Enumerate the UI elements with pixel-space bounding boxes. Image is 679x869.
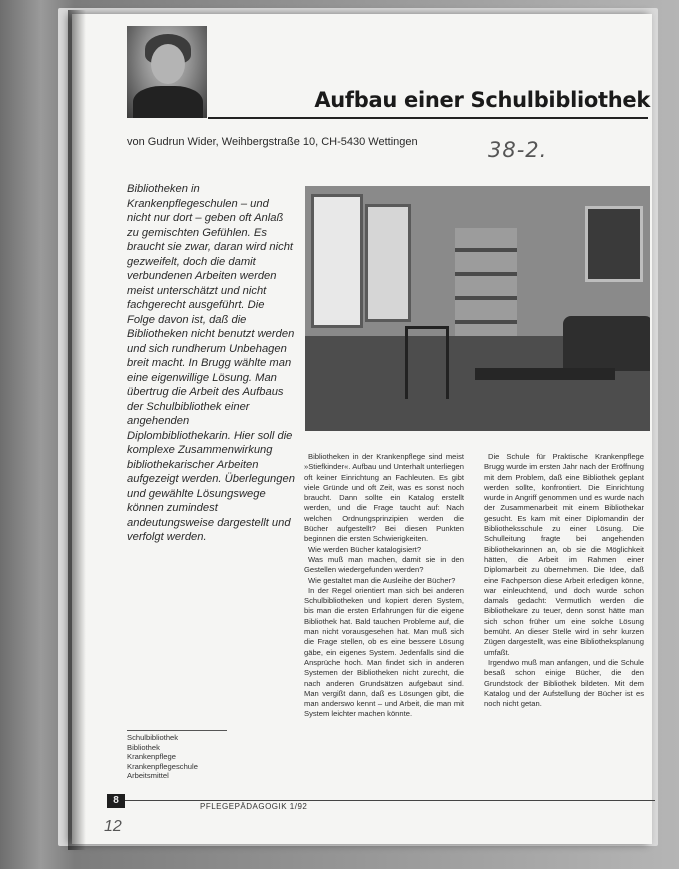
portrait-body <box>133 86 203 118</box>
keywords-rule <box>127 730 227 731</box>
photo-chair <box>405 326 449 399</box>
keyword: Krankenpflegeschule <box>127 761 198 771</box>
photo-table <box>475 368 615 380</box>
handwritten-annotation: 38-2. <box>488 138 548 162</box>
footer-publication: PFLEGEPÄDAGOGIK 1/92 <box>200 802 308 811</box>
paragraph: Irgendwo muß man anfangen, und die Schule besaß schon einige Bücher, die den Grundstock der Bibliothek bildeten. Mit dem Katalog und der Aufstellung der Bücher ist es noch nicht getan. <box>484 657 644 709</box>
author-portrait <box>127 26 207 118</box>
paragraph: Wie gestaltet man die Ausleihe der Bücher? <box>308 575 456 585</box>
keyword: Bibliothek <box>127 742 160 752</box>
paragraph: Die Schule für Praktische Krankenpflege Brugg wurde im ersten Jahr nach der Eröffnung mit dem Problem, daß eine Bibliothek geplant werden sollte, konfrontiert. Die Einrichtung wurde in Angriff genommen und es wurde nach der Zusammenarbeit mit einem Bibliothekar gesucht. Es kam mit einer Diplomandin der Bibliotheksschule zu einer Lösung. Die Schulleitung fragte bei angehenden Bibliothekarinnen an, ob sie die Möglichkeit hätten, die Arbeit im Rahmen einer Diplomarbeit zu übernehmen. Die Idee, daß eine Fachperson diese Arbeit erledigen könne, war einleuchtend, und doch wurde schon damals gedacht: Vermutlich werden die Bibliothekare zu teuer, denn sonst hätte man sich schon früher um eine solche Lösung bemüht. An dieser Stelle wird in sehr kurzen Zügen dargestellt, was eine Bibliotheksplanung umfaßt. <box>484 452 644 657</box>
binding-shadow <box>68 10 86 850</box>
photo-bookshelf <box>455 228 517 346</box>
paragraph: Wie werden Bücher katalogisiert? <box>308 544 422 554</box>
keyword: Arbeitsmittel <box>127 771 169 781</box>
byline: von Gudrun Wider, Weihbergstraße 10, CH-5430 Wettingen <box>127 136 418 148</box>
photo-window <box>365 204 411 322</box>
photo-wall-picture <box>585 206 643 282</box>
photo-sofa <box>563 316 650 371</box>
body-column-2 <box>484 452 644 709</box>
article-title: Aufbau einer Schulbibliothek <box>314 88 650 112</box>
portrait-face <box>151 44 185 84</box>
margin-note: 12 <box>104 818 122 835</box>
library-photo <box>305 186 650 431</box>
intro-text: Bibliotheken in Krankenpflegeschulen – und nicht nur dort – geben oft Anlaß zu gemischten Gefühlen. Es braucht sie zwar, daran wird nicht gezweifelt, doch die damit verbundenen Arbeiten werden meist unterschätzt und nicht fachgerecht ausgeführt. Die Folge davon ist, daß die Bibliotheken nicht benutzt werden und sich rundherum Unbehagen breit macht. In Brugg wählte man eine eigenwillige Lösung. Man übertrug die Arbeit des Aufbaus der Schulbibliothek einer angehenden Diplombibliothekarin. Hier soll die komplexe Zusammenwirkung bibliothekarischer Arbeiten aufgezeigt werden. Überlegungen und gewählte Lösungswege können zumindest andeutungsweise dargestellt und verfolgt werden. <box>127 183 295 543</box>
keyword: Schulbibliothek <box>127 733 179 742</box>
paragraph: Was muß man machen, damit sie in den Gestellen wiedergefunden werden? <box>304 554 464 575</box>
photo-window <box>311 194 363 328</box>
keyword: Krankenpflege <box>127 752 176 762</box>
keywords-list <box>127 733 198 781</box>
footer-rule <box>107 800 655 801</box>
title-rule <box>208 117 648 119</box>
paragraph: Bibliotheken in der Krankenpflege sind meist »Stiefkinder«. Aufbau und Unterhalt unterliegen oft keiner Einrichtung an Fachleuten. Es gibt viele Gründe und oft Zeit, was es sonst noch braucht. Dann sollte ein Katalog erstellt werden, und die Frage taucht auf: Nach welchen Ordnungsprinzipien werden die Bücher aufgestellt? Bei diesen Punkten beginnen die ersten Schwierigkeiten. <box>304 452 464 544</box>
page-number: 8 <box>107 794 125 808</box>
body-column-1 <box>304 452 464 720</box>
paragraph: In der Regel orientiert man sich bei anderen Schulbibliotheken und kopiert deren System, bis man die ersten Erfahrungen für die eigene Bibliothek hat. Bald tauchen Probleme auf, die man nicht vorausgesehen hat. Man muß sich die Frage stellen, ob es eine bessere Lösung gäbe, ein eigenes System. Jedenfalls sind die Ansprüche hoch. Man findet sich in anderen Systemen der Bibliotheken nicht zurecht, die nach anderen Grundsätzen aufgebaut sind. Man vergißt dann, daß es Lösungen gibt, die man anderswo kennt – und Arbeit, die man mit System leichter machen könnte. <box>304 585 464 719</box>
